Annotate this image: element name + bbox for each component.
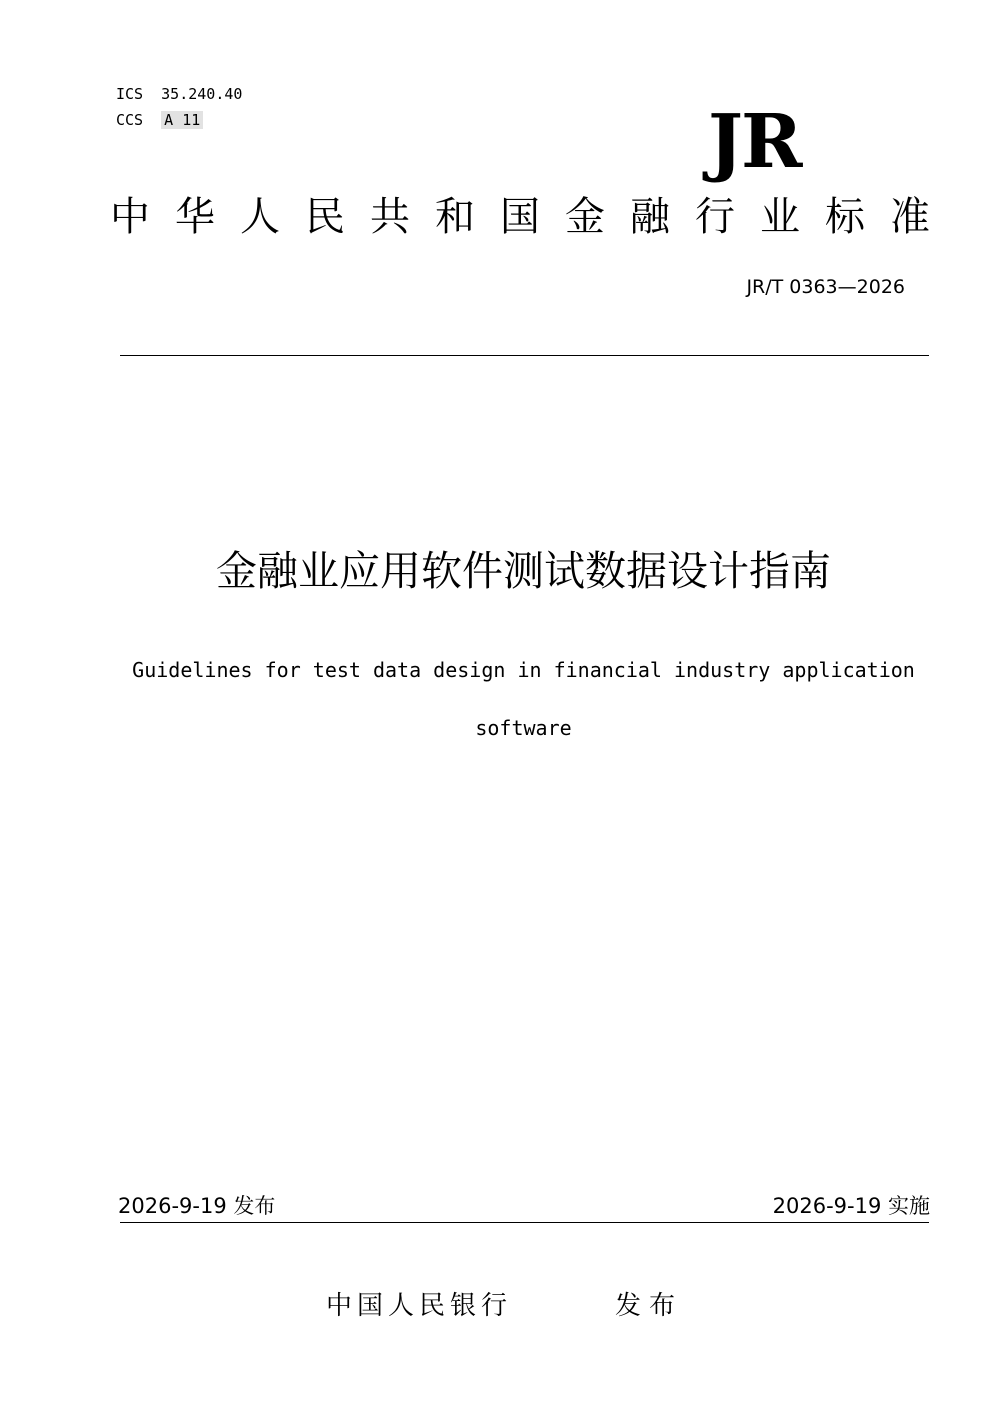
standard-type-char: 国	[500, 194, 540, 240]
ics-code: 35.240.40	[161, 85, 243, 103]
issuer-action: 发布	[615, 1291, 684, 1321]
standard-type-char: 准	[890, 194, 930, 240]
standard-type-char: 业	[760, 194, 800, 240]
standard-type-char: 人	[240, 194, 280, 240]
header-divider	[120, 355, 929, 356]
jr-logo: JR	[708, 99, 801, 185]
issuer-name: 中国人民银行	[326, 1291, 513, 1321]
standard-number: JR/T 0363—2026	[746, 276, 905, 298]
footer-divider	[120, 1222, 929, 1223]
standard-type-char: 融	[630, 194, 670, 240]
title-english-line-1: Guidelines for test data design in financial industry application	[132, 658, 915, 682]
implementation-date: 2026-9-19 实施	[772, 1194, 930, 1218]
standard-type-char: 行	[695, 194, 735, 240]
standard-type-char: 共	[370, 194, 410, 240]
standard-type-heading	[110, 192, 930, 242]
title-english-line-2: software	[475, 716, 572, 740]
ccs-classification	[116, 111, 203, 129]
title-chinese: 金融业应用软件测试数据设计指南	[216, 547, 831, 595]
standard-type-char: 金	[565, 194, 605, 240]
ics-label: ICS	[116, 85, 144, 103]
issue-date: 2026-9-19 发布	[118, 1194, 276, 1218]
ccs-label: CCS	[116, 111, 144, 129]
ics-classification	[116, 85, 242, 103]
standard-type-char: 和	[435, 194, 475, 240]
standard-type-char: 标	[825, 194, 865, 240]
ccs-code: A 11	[161, 111, 203, 129]
standard-type-char: 中	[110, 194, 150, 240]
standard-type-char: 民	[305, 194, 345, 240]
standard-type-char: 华	[175, 194, 215, 240]
